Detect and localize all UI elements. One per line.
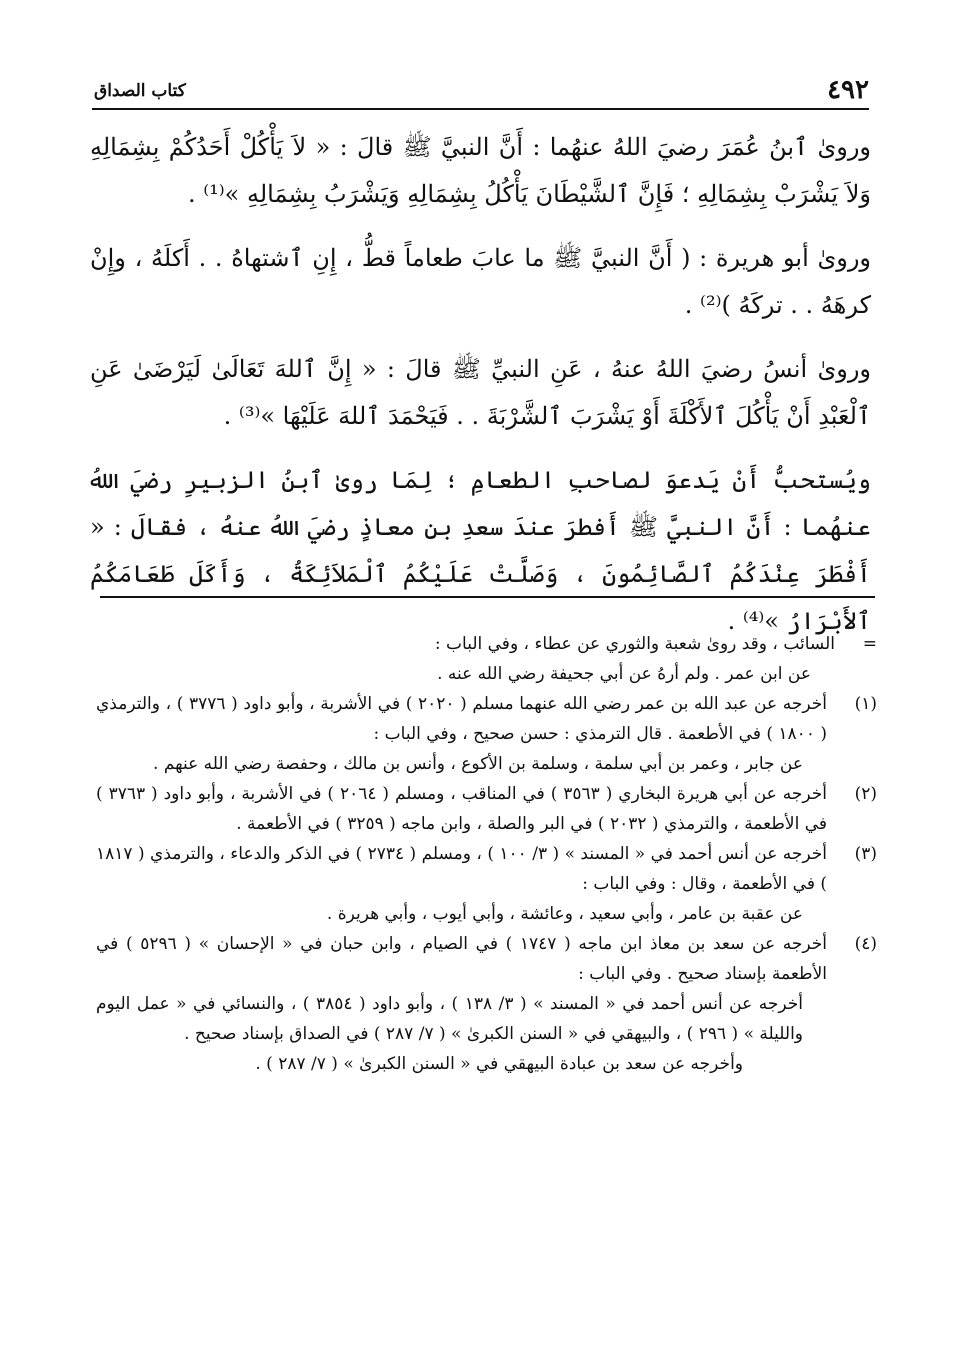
footnote-line: عن ابن عمر . ولم أرهُ عن أبي جحيفة رضي الله عنه . — [437, 664, 811, 684]
footnote-line: أخرجه عن أنس أحمد في « المسند » ( ٣/ ١٣٨ ) ، وأبو داود ( ٣٨٥٤ ) ، والنسائي في « عمل اليوم والليلة » ( ٢٩٦ ) ، والبيهقي في « السنن الكبرىٰ » ( ٧/ ٢٨٧ ) في الصداق بإسناد صحيح . — [96, 994, 803, 1044]
paragraph: ويُستحبُّ أَنْ يَدعوَ لصاحبِ الطعامِ ؛ لِمَا روىٰ ٱبنُ الزبيرِ رضيَ اللهُ عنهُما : أَنَّ النبيَّ ﷺ أَفطرَ عندَ سعدِ بنِ معاذٍ رضيَ اللهُ عنهُ ، فقالَ : « أَفْطَرَ عِنْدَكُمُ ٱلصَّائِمُونَ ، وَصَلَّتْ عَلَيْكُمُ ٱلْمَلاَئِكَةُ ، وَأَكَلَ طَعَامَكُمُ ٱلأَبْرَارُ »⁽⁴⁾ . — [90, 466, 871, 635]
footnote-line: عن عقبة بن عامر ، وأبي سعيد ، وعائشة ، وأبي أيوب ، وأبي هريرة . — [326, 904, 803, 924]
footnote-line: وأخرجه عن سعد بن عبادة البيهقي في « السنن الكبرىٰ » ( ٧/ ٢٨٧ ) . — [255, 1054, 743, 1074]
page-number: ٤٩٢ — [827, 75, 869, 105]
page-header — [92, 74, 869, 110]
footnote-line: أخرجه عن سعد بن معاذ ابن ماجه ( ١٧٤٧ ) في الصيام ، وابن حبان في « الإحسان » ( ٥٢٩٦ ) في الأطعمة بإسناد صحيح . وفي الباب : — [96, 934, 827, 984]
footnote-divider — [100, 596, 875, 598]
footnote-line: السائب ، وقد روىٰ شعبة والثوري عن عطاء ، وفي الباب : — [434, 634, 835, 654]
continuation-mark: = — [862, 634, 877, 654]
footnote-line: أخرجه عن أنس أحمد في « المسند » ( ٣/ ١٠٠ ) ، ومسلم ( ٢٧٣٤ ) في الذكر والدعاء ، والترمذي ( ١٨١٧ ) في الأطعمة ، وقال : وفي الباب : — [96, 844, 827, 894]
footnote-continuation — [96, 629, 877, 659]
footnote-line: أخرجه عن أبي هريرة البخاري ( ٣٥٦٣ ) في المناقب ، ومسلم ( ٢٠٦٤ ) في الأشربة ، وأبو داود ( ٣٧٦٣ ) في الأطعمة ، والترمذي ( ٢٠٣٢ ) في البر والصلة ، وابن ماجه ( ٣٢٥٩ ) في الأطعمة . — [96, 784, 827, 834]
footnote-number: (٢) — [854, 784, 877, 804]
paragraph: وروىٰ أنسُ رضيَ اللهُ عنهُ ، عَنِ النبيِّ ﷺ قالَ : « إِنَّ ٱللهَ تَعَالَىٰ لَيَرْضَىٰ عَنِ ٱلْعَبْدِ أَنْ يَأْكُلَ ٱلأَكْلَةَ أَوْ يَشْرَبَ ٱلشَّرْبَةَ . . فَيَحْمَدَ ٱللهَ عَلَيْهَا »⁽³⁾ . — [90, 355, 871, 430]
main-text — [90, 124, 871, 662]
footnote-line: عن جابر ، وعمر بن أبي سلمة ، وسلمة بن الأكوع ، وأنس بن مالك ، وحفصة رضي الله عنهم . — [153, 754, 803, 774]
footnote — [96, 779, 877, 839]
footnote — [96, 929, 877, 1079]
paragraph: وروىٰ ٱبنُ عُمَرَ رضيَ اللهُ عنهُما : أَنَّ النبيَّ ﷺ قالَ : « لاَ يَأْكُلْ أَحَدُكُمْ بِشِمَالِهِ وَلاَ يَشْرَبْ بِشِمَالِهِ ؛ فَإِنَّ ٱلشَّيْطَانَ يَأْكُلُ بِشِمَالِهِ وَيَشْرَبُ بِشِمَالِهِ »⁽¹⁾ . — [90, 133, 871, 208]
footnote-number: (٣) — [854, 844, 877, 864]
footnote-number: (١) — [854, 694, 877, 714]
running-title: كتاب الصداق — [94, 81, 186, 101]
footnote-continuation — [96, 659, 877, 689]
footnote-line: أخرجه عن عبد الله بن عمر رضي الله عنهما مسلم ( ٢٠٢٠ ) في الأشربة ، وأبو داود ( ٣٧٧٦ ) ، والترمذي ( ١٨٠٠ ) في الأطعمة . قال الترمذي : حسن صحيح ، وفي الباب : — [96, 694, 827, 744]
paragraph: وروىٰ أبو هريرة : ( أَنَّ النبيَّ ﷺ ما عابَ طعاماً قطُّ ، إِنِ ٱشتهاهُ . . أَكلَهُ ، وإِنْ كرهَهُ . . تركَهُ )⁽²⁾ . — [90, 244, 871, 319]
footnotes — [96, 629, 877, 1079]
footnote — [96, 689, 877, 779]
footnote-number: (٤) — [854, 934, 877, 954]
footnote — [96, 839, 877, 929]
